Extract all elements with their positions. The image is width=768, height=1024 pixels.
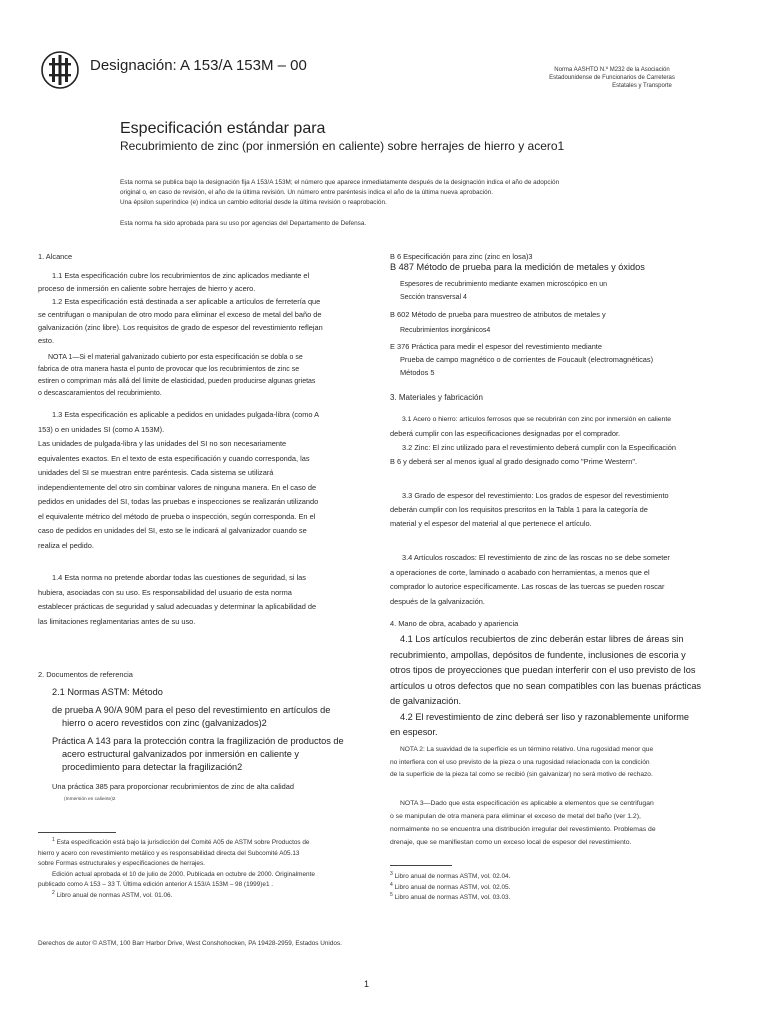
- ref-a90: de prueba A 90/A 90M para el peso del revestimiento en artículos de hierro o acero revestidos con zinc (galvanizados)2: [52, 705, 331, 728]
- ref-e376: E 376 Práctica para medir el espesor del revestimiento mediante: [390, 342, 602, 351]
- section-1-heading: 1. Alcance: [38, 252, 73, 261]
- astm-logo: [40, 50, 80, 90]
- section-3-heading: 3. Materiales y fabricación: [390, 393, 483, 402]
- paragraph-4-1: 4.1 Los artículos recubiertos de zinc deberán estar libres de áreas sin recubrimiento, ampollas, depósitos de fundente, inclusiones de escoria y otros tipos de proyecciones que puedan interferir con el uso previsto de los artículos u otros defectos que no sean compatibles con las buenas prácticas de galvanización. 4.2 El revestimiento de zinc deberá ser liso y razonablemente uniforme en espesor.: [390, 634, 702, 737]
- paragraph-1-2: 1.2 Esta especificación está destinada a ser aplicable a artículos de ferretería que se centrifugan o manipulan de otro modo para eliminar el exceso de metal del baño de galvanización (zinc libre). Los requisitos de grado de espesor del revestimiento reflejan esto.: [38, 297, 323, 345]
- document-title: Especificación estándar para: [120, 120, 326, 137]
- right-footnotes: $^3$ Libro anual de normas ASTM, vol. 02.04. $^4$ Libro anual de normas ASTM, vol. 02.05. $^5$ Libro anual de normas ASTM, vol. 03.03.: [390, 870, 511, 901]
- note-1: NOTA 1—Si el material galvanizado cubierto por esta especificación se dobla o se fabrica de otra manera hasta el punto de provocar que los recubrimientos de zinc se estiren o compriman más allá del límite de elasticidad, pueden producirse algunas grietas o descascaramientos del recubrimiento.: [38, 354, 316, 397]
- ref-a143: Práctica A 143 para la protección contra la fragilización de productos de acero estructural galvanizados por inmersión en caliente y procedimiento para detectar la fragilización2: [52, 736, 344, 772]
- aashto-note: Norma AASHTO N.º M232 de la Asociación Estadounidense de Funcionarios de Carreteras Estatales y Transporte: [549, 67, 675, 89]
- copyright: Derechos de autor © ASTM, 100 Barr Harbor Drive, West Conshohocken, PA 19428-2959, Estados Unidos.: [38, 940, 342, 947]
- document-subtitle: Recubrimiento de zinc (por inmersión en caliente) sobre herrajes de hierro y acero1: [120, 139, 565, 153]
- ref-a385: Una práctica 385 para proporcionar recubrimientos de zinc de alta calidad: [52, 782, 294, 791]
- ref-b602: B 602 Método de prueba para muestreo de atributos de metales y: [390, 310, 606, 319]
- designation: Designación: A 153/A 153M – 00: [90, 57, 307, 74]
- intro-paragraph: Esta norma se publica bajo la designación fija A 153/A 153M; el número que aparece inmediatamente después de la designación indica el año de adopción original o, en caso de revisión, el año de la última revisión. Un número entre paréntesis indica el año de la última nueva aprobación. Una épsilon superíndice (e) indica un cambio editorial desde la última revisión o reaprobación.: [120, 179, 560, 206]
- section-4-heading: 4. Mano de obra, acabado y apariencia: [390, 619, 519, 628]
- note-2: NOTA 2: La suavidad de la superficie es un término relativo. Una rugosidad menor que no interfiera con el uso previsto de la pieza o una rugosidad relacionada con la condición de la superficie de la pieza tal como se recibió (sin galvanizar) no será motivo de rechazo.: [390, 746, 654, 778]
- ref-b487: B 487 Método de prueba para la medición de metales y óxidos: [390, 262, 645, 272]
- note-3: NOTA 3—Dado que esta especificación es aplicable a elementos que se centrifugan o se manipulan de otra manera para eliminar el exceso de metal del baño (ver 1.2), normalmente no se encuentra una distribución irregular del revestimiento. Problemas de drenaje, que se manifiestan como un exceso local de espesor del revestimiento.: [390, 800, 656, 846]
- left-column: [38, 250, 358, 629]
- paragraph-3-3: 3.3 Grado de espesor del revestimiento: Los grados de espesor del revestimiento deberán cumplir con los requisitos prescritos en la Tabla 1 para la categoría de material y el espesor del material al que pertenece el artículo.: [390, 491, 669, 528]
- footnote-rule: [38, 832, 116, 833]
- defense-note: Esta norma ha sido aprobada para su uso por agencias del Departamento de Defensa.: [120, 220, 367, 227]
- paragraph-3-1: 3.1 Acero o hierro: artículos ferrosos que se recubrirán con zinc por inmersión en caliente deberá cumplir con las especificaciones designadas por el comprador. 3.2 Zinc: El zinc utilizado para el revestimiento deberá cumplir con la Especificación B 6 y deberá ser al menos igual al grado designado como "Prime Western".: [390, 416, 676, 466]
- paragraph-1-4: 1.4 Esta norma no pretende abordar todas las cuestiones de seguridad, si las hubiera, asociadas con su uso. Es responsabilidad del usuario de esta norma establecer prácticas de seguridad y salud adecuadas y determinar la aplicabilidad de las limitaciones reglamentarias antes de su uso.: [38, 573, 317, 626]
- paragraph-1-3: 1.3 Esta especificación es aplicable a pedidos en unidades pulgada-libra (como A 153) o en unidades SI (como A 153M). Las unidades de pulgada-libra y las unidades del SI no son necesariamente equivalentes exactos. En el texto de esta especificación y cuando corresponda, las unidades del SI se muestran entre paréntesis. Cada sistema se utilizará independientemente del otro sin combinar valores de ninguna manera. En el caso de pedidos en unidades del SI, todas las pruebas e inspecciones se realizarán utilizando el equivalente métrico del método de prueba o inspección, según corresponda. En el caso de pedidos en unidades del SI, esto se le indicará al galvanizador cuando se realiza el pedido.: [38, 410, 320, 550]
- ref-a385-sub: (Inmersión en caliente)2: [64, 797, 116, 802]
- ref-b6: B 6 Especificación para zinc (zinc en losa)3: [390, 252, 533, 261]
- paragraph-3-4: 3.4 Artículos roscados: El revestimiento de zinc de las roscas no se debe someter a operaciones de corte, laminado o acabado con herramientas, a menos que el comprador lo autorice específicamente. Las roscas de las tuercas se pueden roscar después de la galvanización.: [390, 553, 670, 606]
- footnote-rule-right: [390, 865, 452, 866]
- left-footnotes: $^1$ Esta especificación está bajo la jurisdicción del Comité A05 de ASTM sobre Productos de hierro y acero con revestimiento metálico y es responsabilidad directa del Subcomité A05.13 sobre Formas estructurales y especificaciones de herrajes. Edición actual aprobada el 10 de julio de 2000. Publicada en octubre de 2000. Originalmente publicado como A 153 – 33 T. Última edición anterior A 153/A 153M – 98 (1999)e1 . $^2$ Libro anual de normas ASTM, vol. 01.06.: [38, 836, 315, 899]
- right-column: B 6 Especificación para zinc (zinc en losa)3 B 487 Método de prueba para la medición de metales y óxidos Espesores de recubrimiento mediante examen microscópico en un Sección transversal 4 B 602 Método de prueba para muestreo de atributos de metales y Recubrimientos inorgánicos4 E 376 Práctica para medir el espesor del revestimiento mediante Prueba de campo magnético o de corrientes de Foucault (electromagnéticas) Métodos 5: [390, 250, 735, 379]
- section-2-1: 2.1 Normas ASTM: Método: [52, 687, 163, 697]
- paragraph-1-1: 1.1 Esta especificación cubre los recubrimientos de zinc aplicados mediante el proceso de inmersión en caliente sobre herrajes de hierro y acero.: [38, 271, 310, 293]
- page-number: 1: [364, 979, 370, 989]
- section-3: [390, 391, 735, 609]
- section-2-heading: 2. Documentos de referencia: [38, 670, 133, 679]
